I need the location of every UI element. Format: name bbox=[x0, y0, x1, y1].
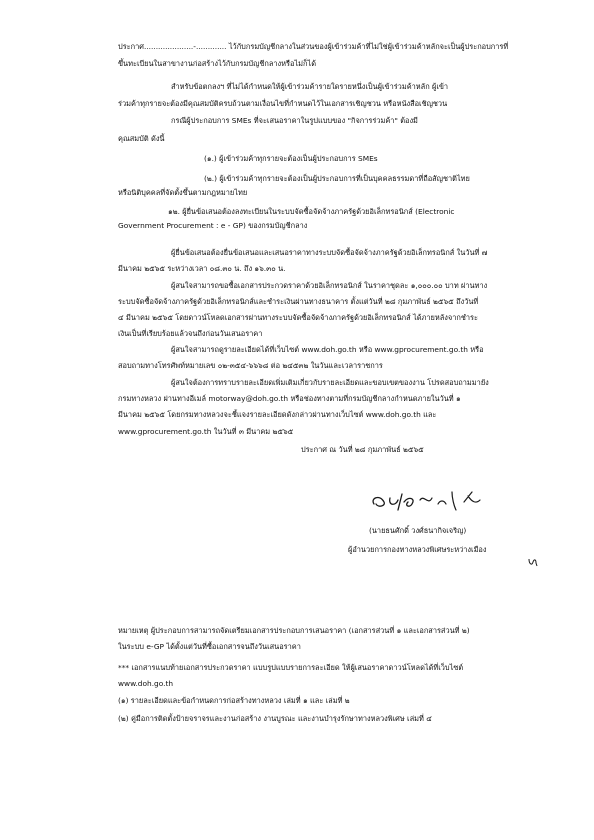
website-line: www.doh.go.th bbox=[118, 679, 174, 688]
attachment-item: (๑) รายละเอียดและข้อกำหนดการก่อสร้างทางหลวง เล่มที่ ๑ และ เล่มที่ ๒ bbox=[118, 696, 350, 705]
text-line: ระบบจัดซื้อจัดจ้างภาครัฐด้วยอิเล็กทรอนิกส์และชำระเงินผ่านทางธนาคาร ตั้งแต่วันที่ ๒๘ กุมภาพันธ์ ๒๕๖๕ ถึงวันที่ bbox=[118, 297, 479, 306]
note-line: หมายเหตุ ผู้ประกอบการสามารถจัดเตรียมเอกสารประกอบการเสนอราคา (เอกสารส่วนที่ ๑ และเอกสารส่วนที่ ๒) bbox=[118, 626, 470, 635]
text-line: ผู้ยื่นข้อเสนอต้องยื่นข้อเสนอและเสนอราคาทางระบบจัดซื้อจัดจ้างภาครัฐด้วยอิเล็กทรอนิกส์ ในวันที่ ๗ bbox=[171, 248, 488, 257]
text-line: สำหรับข้อตกลงฯ ที่ไม่ได้กำหนดให้ผู้เข้าร่วมค้ารายใดรายหนึ่งเป็นผู้เข้าร่วมค้าหลัก ผู้เข้า bbox=[171, 82, 449, 91]
text-line: ผู้สนใจสามารถดูรายละเอียดได้ที่เว็บไซต์ www.doh.go.th หรือ www.gprocurement.go.th หรือ bbox=[171, 345, 484, 354]
text-line: ร่วมค้าทุกรายจะต้องมีคุณสมบัติครบถ้วนตามเงื่อนไขที่กำหนดไว้ในเอกสารเชิญชวน หรือหนังสือเชิญชวน bbox=[118, 99, 448, 108]
text-line: ประกาศ.....................-............. ไว้กับกรมบัญชีกลางในส่วนของผู้เข้าร่วมค้าที่ไม่ใช่ผู้เข้าร่วมค้าหลักจะเป็นผู้ประกอบการที่ bbox=[118, 42, 509, 51]
text-line: กรณีผู้ประกอบการ SMEs ที่จะเสนอราคาในรูปแบบของ "กิจการร่วมค้า" ต้องมี bbox=[171, 116, 418, 125]
text-line: มีนาคม ๒๕๖๕ ระหว่างเวลา ๐๘.๓๐ น. ถึง ๑๖.๓๐ น. bbox=[118, 264, 286, 273]
text-line: ขึ้นทะเบียนในสาขางานก่อสร้างไว้กับกรมบัญชีกลางหรือไม่ก็ได้ bbox=[118, 59, 317, 68]
text-line: เงินเป็นที่เรียบร้อยแล้วจนถึงก่อนวันเสนอราคา bbox=[118, 329, 263, 338]
signature-image bbox=[368, 488, 488, 516]
text-line: คุณสมบัติ ดังนี้ bbox=[118, 134, 165, 143]
initial-mark bbox=[527, 556, 541, 568]
text-line: www.gprocurement.go.th ในวันที่ ๓ มีนาคม ๒๕๖๕ bbox=[118, 427, 294, 436]
text-line: ๔ มีนาคม ๒๕๖๕ โดยดาวน์โหลดเอกสารผ่านทางระบบจัดซื้อจัดจ้างภาครัฐด้วยอิเล็กทรอนิกส์ ได้ภายหลังจากชำระ bbox=[118, 313, 478, 322]
text-line: ผู้สนใจสามารถขอซื้อเอกสารประกวดราคาด้วยอิเล็กทรอนิกส์ ในราคาชุดละ ๑,๐๐๐.๐๐ บาท ผ่านทาง bbox=[171, 281, 488, 290]
text-line: ผู้สนใจต้องการทราบรายละเอียดเพิ่มเติมเกี่ยวกับรายละเอียดและขอบเขตของงาน โปรดสอบถามมายัง bbox=[171, 378, 489, 387]
attachment-line: *** เอกสารแนบท้ายเอกสารประกวดราคา แบบรูปแบบรายการละเอียด ให้ผู้เสนอราคาดาวน์โหลดได้ที่เว็บไซต์ bbox=[118, 663, 464, 672]
text-line: (๑.) ผู้เข้าร่วมค้าทุกรายจะต้องเป็นผู้ประกอบการ SMEs bbox=[204, 154, 378, 163]
signatory-title: ผู้อำนวยการกองทางหลวงพิเศษระหว่างเมือง bbox=[348, 545, 487, 554]
section-12-heading: ๑๒. ผู้ยื่นข้อเสนอต้องลงทะเบียนในระบบจัดซื้อจัดจ้างภาครัฐด้วยอิเล็กทรอนิกส์ (Electronic bbox=[168, 207, 455, 216]
signatory-name: (นายธนศักดิ์ วงศ์ธนากิจเจริญ) bbox=[369, 526, 467, 535]
text-line: หรือนิติบุคคลที่จัดตั้งขึ้นตามกฎหมายไทย bbox=[118, 188, 248, 197]
text-line: สอบถามทางโทรศัพท์หมายเลข ๐๒-๓๕๔-๖๖๖๘ ต่อ ๒๔๕๓๒ ในวันและเวลาราชการ bbox=[118, 361, 383, 370]
text-line: มีนาคม ๒๕๖๕ โดยกรมทางหลวงจะชี้แจงรายละเอียดดังกล่าวผ่านทางเว็บไซต์ www.doh.go.th และ bbox=[118, 410, 437, 419]
announcement-date: ประกาศ ณ วันที่ ๒๘ กุมภาพันธ์ ๒๕๖๕ bbox=[301, 445, 424, 454]
text-line: Government Procurement : e - GP) ของกรมบัญชีกลาง bbox=[118, 221, 308, 230]
attachment-item: (๒) คู่มือการติดตั้งป้ายจราจรและงานก่อสร้าง งานบูรณะ และงานบำรุงรักษาทางหลวงพิเศษ เล่มที่ ๔ bbox=[118, 714, 432, 723]
text-line: (๒.) ผู้เข้าร่วมค้าทุกรายจะต้องเป็นผู้ประกอบการที่เป็นบุคคลธรรมดาที่ถือสัญชาติไทย bbox=[204, 174, 470, 183]
note-line: ในระบบ e-GP ได้ตั้งแต่วันที่ซื้อเอกสารจนถึงวันเสนอราคา bbox=[118, 642, 301, 651]
text-line: กรมทางหลวง ผ่านทางอีเมล์ motorway@doh.go.th หรือช่องทางตามที่กรมบัญชีกลางกำหนดภายในวันที่ ๑ bbox=[118, 394, 461, 403]
